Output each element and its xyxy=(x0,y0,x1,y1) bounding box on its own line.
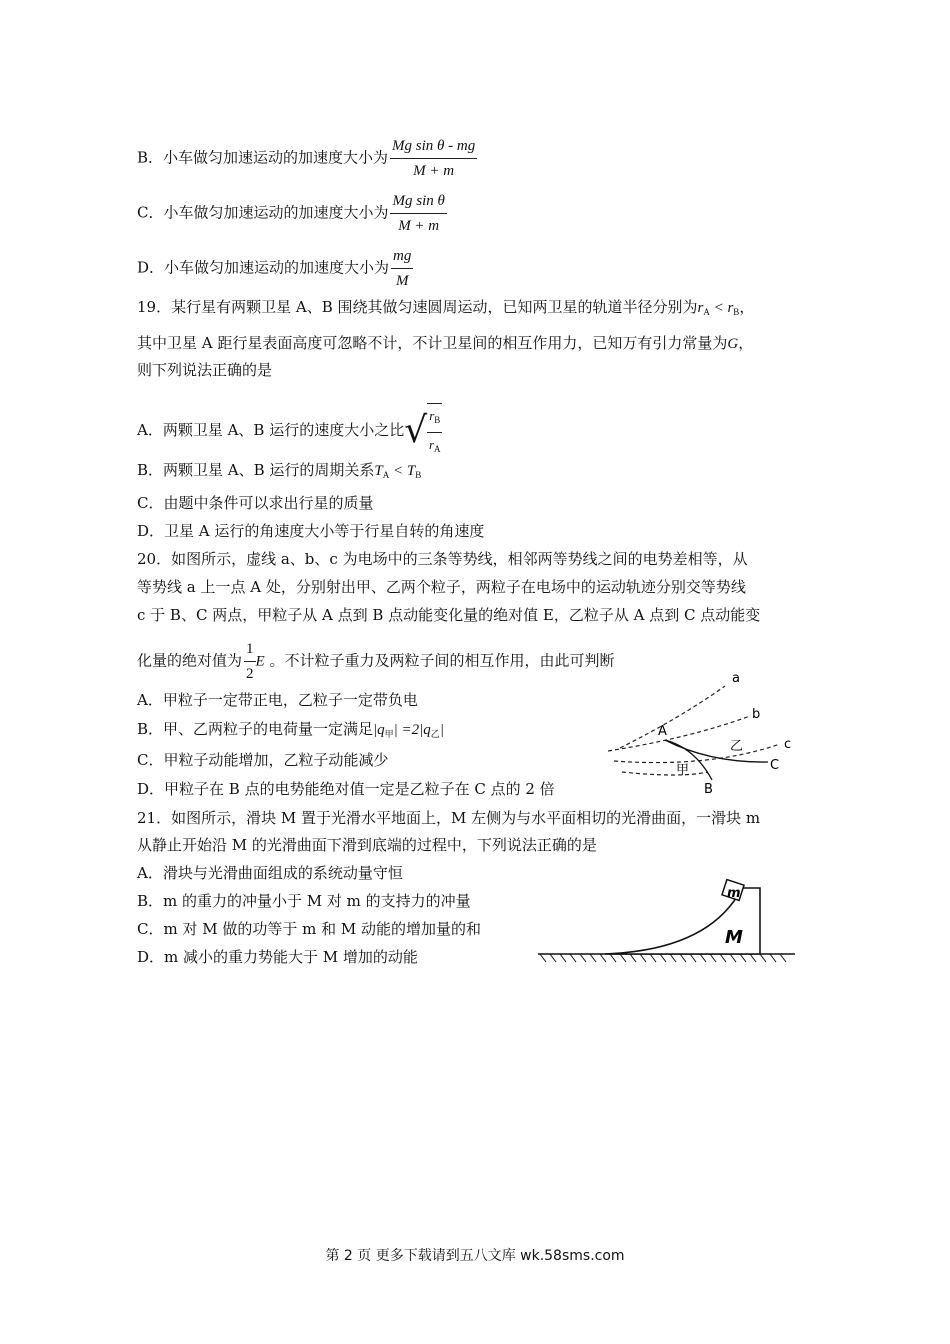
abs-open: |q xyxy=(373,722,385,738)
sub: A xyxy=(382,470,390,480)
numerator: mg xyxy=(391,246,413,269)
q19-option-b xyxy=(137,460,421,485)
q18-option-c xyxy=(137,191,447,236)
q18-option-d xyxy=(137,246,413,291)
ground-hatching xyxy=(540,954,786,962)
denominator xyxy=(429,433,441,459)
label-jia: 甲 xyxy=(676,763,690,778)
q20-stem-line3: c 于 B、C 两点，甲粒子从 A 点到 B 点动能变化量的绝对值 E，乙粒子从 A 点到 C 点动能变 xyxy=(137,606,761,624)
q19-option-a xyxy=(137,403,442,459)
denominator: M + m xyxy=(398,218,440,234)
stem-text: 化量的绝对值为 xyxy=(137,651,243,670)
label-M: M xyxy=(725,927,743,948)
q21-option-b: B．m 的重力的冲量小于 M 对 m 的支持力的冲量 xyxy=(137,892,471,910)
var: r xyxy=(428,437,434,452)
fraction xyxy=(391,246,413,291)
label-A: A xyxy=(658,724,667,739)
label-C: C xyxy=(770,758,780,773)
var: T xyxy=(374,463,383,479)
equipotential-lower xyxy=(622,772,708,775)
numerator: Mg sin θ xyxy=(390,191,446,214)
q20-option-a: A．甲粒子一定带正电，乙粒子一定带负电 xyxy=(137,691,418,709)
var: r xyxy=(429,408,435,423)
label-c: c xyxy=(784,737,792,752)
var: T xyxy=(406,463,416,479)
fraction xyxy=(390,136,477,181)
q19-option-d: D．卫星 A 运行的角速度大小等于行星自转的角速度 xyxy=(137,522,485,540)
sub: B xyxy=(415,470,422,480)
denominator: M + m xyxy=(413,163,455,179)
sub: B xyxy=(434,415,441,425)
option-text: D．小车做匀加速运动的加速度大小为 xyxy=(137,258,390,277)
q20-option-d: D．甲粒子在 B 点的电势能绝对值一定是乙粒子在 C 点的 2 倍 xyxy=(137,780,555,798)
denominator: M xyxy=(395,273,409,289)
punct: ， xyxy=(739,298,755,316)
op: < xyxy=(389,463,407,479)
q20-field-figure xyxy=(600,668,820,798)
fraction-half xyxy=(244,639,256,684)
stem-text: 其中卫星 A 距行星表面高度可忽略不计，不计卫星间的相互作用力，已知万有引力常量为 xyxy=(137,334,728,352)
math-T xyxy=(374,463,421,479)
q21-stem-line2: 从静止开始沿 M 的光滑曲面下滑到底端的过程中，下列说法正确的是 xyxy=(137,836,597,854)
option-text: C．小车做匀加速运动的加速度大小为 xyxy=(137,203,389,222)
label-a: a xyxy=(732,671,740,686)
option-text: A．两颗卫星 A、B 运行的速度大小之比 xyxy=(137,421,405,439)
label-yi: 乙 xyxy=(730,739,744,754)
abs-mid: | =2|q xyxy=(393,722,431,738)
math-G: G xyxy=(727,336,739,352)
label-B: B xyxy=(704,782,713,797)
sub: 乙 xyxy=(430,729,440,739)
option-text: B．甲、乙两粒子的电荷量一定满足 xyxy=(137,720,374,738)
q20-stem-line1: 20．如图所示，虚线 a、b、c 为电场中的三条等势线，相邻两等势线之间的电势差相等，从 xyxy=(137,550,748,568)
fraction xyxy=(427,403,442,459)
q19-stem-line1 xyxy=(137,297,754,322)
stem-text: 19．某行星有两颗卫星 A、B 围绕其做匀速圆周运动，已知两卫星的轨道半径分别为 xyxy=(137,298,698,316)
stem-text: 。不计粒子重力及两粒子间的相互作用，由此可判断 xyxy=(264,651,615,670)
abs-close: | xyxy=(439,722,444,738)
var: r xyxy=(697,300,704,316)
q21-stem-line1: 21．如图所示，滑块 M 置于光滑水平地面上，M 左侧为与水平面相切的光滑曲面，一滑块 m xyxy=(137,809,761,827)
q21-option-a: A．滑块与光滑曲面组成的系统动量守恒 xyxy=(137,864,403,882)
q20-stem-line2: 等势线 a 上一点 A 处，分别射出甲、乙两个粒子，两粒子在电场中的运动轨迹分别交等势线 xyxy=(137,578,746,596)
q21-option-c: C．m 对 M 做的功等于 m 和 M 动能的增加量的和 xyxy=(137,920,482,938)
q19-stem-line2 xyxy=(137,333,753,354)
q19-stem-line3: 则下列说法正确的是 xyxy=(137,361,273,379)
option-text: B．两颗卫星 A、B 运行的周期关系 xyxy=(137,461,375,479)
q20-stem-line4 xyxy=(137,639,614,684)
label-m: m xyxy=(727,886,741,901)
sub: 甲 xyxy=(384,729,394,739)
q21-option-d: D．m 减小的重力势能大于 M 增加的动能 xyxy=(137,948,418,966)
math-E: E xyxy=(255,653,265,670)
math-charge-relation xyxy=(373,722,444,738)
var: r xyxy=(727,300,734,316)
option-text: B．小车做匀加速运动的加速度大小为 xyxy=(137,148,389,167)
numerator: 1 xyxy=(244,639,256,662)
q18-option-b xyxy=(137,136,477,181)
op: < xyxy=(709,300,728,316)
radical-sign: √ xyxy=(404,410,428,451)
numerator xyxy=(427,406,442,433)
numerator: Mg sin θ - mg xyxy=(390,136,477,159)
sub: A xyxy=(434,444,441,454)
fraction xyxy=(390,191,446,236)
sub: B xyxy=(733,307,740,317)
trajectory-yi xyxy=(665,740,768,762)
q20-option-c: C．甲粒子动能增加，乙粒子动能减少 xyxy=(137,751,389,769)
q21-slider-figure xyxy=(530,870,800,965)
sqrt-expression xyxy=(404,403,442,459)
q19-option-c: C．由题中条件可以求出行星的质量 xyxy=(137,494,374,512)
math-rA xyxy=(697,300,739,316)
denominator: 2 xyxy=(246,666,254,682)
page-footer: 第 2 页 更多下载请到五八文库 wk.58sms.com xyxy=(325,1248,625,1264)
q20-option-b xyxy=(137,719,444,744)
punct: ， xyxy=(738,334,754,352)
label-b: b xyxy=(752,707,761,722)
sub: A xyxy=(703,307,710,317)
